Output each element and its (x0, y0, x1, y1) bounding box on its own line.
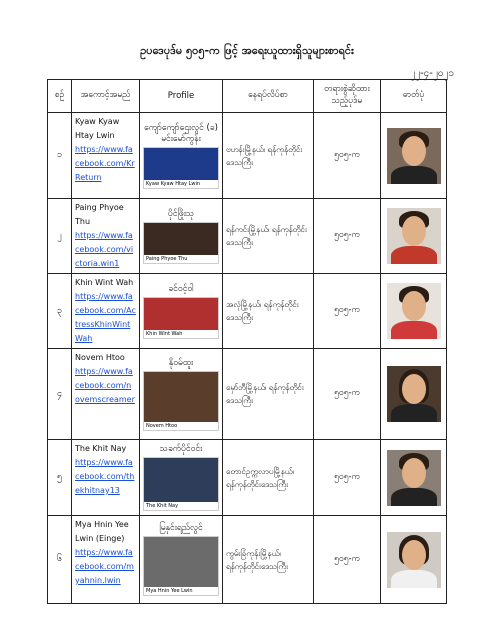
photo-cell (381, 199, 447, 274)
table-row (48, 274, 447, 349)
profile-image (143, 457, 219, 511)
charge-cell: ၅၀၅-က (314, 349, 381, 440)
row-number: ၅ (48, 440, 72, 516)
col-header-profile: Profile (140, 80, 223, 113)
col-header-photo: ဓာတ်ပုံ (381, 80, 447, 113)
profile-name: မြနှင်းရည်လွင် (159, 523, 203, 533)
profile-caption: Mya Hnin Yee Lwin (144, 587, 218, 595)
person-photo (387, 532, 441, 588)
photo-face (402, 291, 426, 321)
photo-body (391, 321, 437, 339)
document-title: ဥပဒေပုဒ်မ ၅ဝ၅-က ဖြင့် အရေးယူထားရှိသူများစာရင်း (140, 44, 354, 57)
row-number: ၂ (48, 199, 72, 274)
col-header-name: အကောင့်အမည် (72, 80, 140, 113)
profile-image (143, 222, 219, 264)
profile-image (143, 536, 219, 596)
account-name: Novem Htoo (75, 353, 125, 362)
account-link[interactable]: https://www.facebook.com/KrReturn (75, 145, 135, 182)
profile-cell (140, 199, 223, 274)
profile-name: နိုဝမ်ထူး (168, 357, 194, 368)
account-cell (72, 349, 140, 440)
address-cell: ကွမ်းခြံကုန်းမြို့နယ်၊ ရန်ကုန်တိုင်းဒေသကြီး (223, 516, 314, 604)
profile-caption: Kyaw Kyaw Htay Lwin (144, 180, 218, 188)
profile-image (143, 297, 219, 339)
account-link[interactable]: https://www.facebook.com/thekhitnay13 (75, 458, 135, 495)
charge-cell: ၅၀၅-က (314, 199, 381, 274)
table-row (48, 199, 447, 274)
table-row (48, 440, 447, 516)
row-number: ၆ (48, 516, 72, 604)
photo-body (391, 570, 437, 588)
table-header-row (48, 80, 447, 113)
photo-cell (381, 274, 447, 349)
person-photo (387, 450, 441, 506)
profile-name: ခင်ဝင့်ဝါ (168, 283, 194, 294)
photo-face (402, 136, 426, 166)
account-cell (72, 274, 140, 349)
account-name: Kyaw Kyaw Htay Lwin (75, 117, 120, 140)
person-photo (387, 366, 441, 422)
account-link[interactable]: https://www.facebook.com/myahnin.lwin (75, 548, 134, 585)
account-name: Mya Hnin Yee Lwin (Einge) (75, 520, 129, 543)
charge-cell: ၅၀၅-က (314, 440, 381, 516)
profile-name: ကျော်ကျော်ဌေးလွင် (ခ) မင်းမော်ကွန်း (144, 122, 218, 144)
profile-cell (140, 349, 223, 440)
person-photo (387, 283, 441, 339)
col-header-address: နေရပ်လိပ်စာ (223, 80, 314, 113)
profile-cell (140, 274, 223, 349)
table-row (48, 349, 447, 440)
account-name: Paing Phyoe Thu (75, 203, 124, 226)
account-cell (72, 440, 140, 516)
profile-cell (140, 113, 223, 199)
profile-name: သခက်ပိုင်ဝင်း (159, 444, 203, 454)
profile-caption: Khin Wint Wah (144, 330, 218, 338)
table-row (48, 516, 447, 604)
document-date: ၂၂-၄-၂၀၂၁ (410, 68, 454, 79)
account-cell (72, 516, 140, 604)
charge-cell: ၅၀၅-က (314, 113, 381, 199)
photo-face (402, 374, 426, 404)
photo-face (402, 458, 426, 488)
photo-cell (381, 113, 447, 199)
profile-cell (140, 516, 223, 604)
profile-image (143, 371, 219, 431)
row-number: ၄ (48, 349, 72, 440)
photo-cell (381, 516, 447, 604)
profile-caption: The Khit Nay (144, 502, 218, 510)
profile-image (143, 147, 219, 189)
account-name: Khin Wint Wah (75, 278, 134, 287)
photo-body (391, 404, 437, 422)
table-row (48, 113, 447, 199)
address-cell: ရန်ကင်းမြို့နယ်၊ ရန်ကုန်တိုင်းဒေသကြီး (223, 199, 314, 274)
photo-body (391, 166, 437, 184)
account-cell (72, 113, 140, 199)
account-name: The Khit Nay (75, 444, 127, 453)
photo-cell (381, 349, 447, 440)
address-cell: တောင်ဥက္ကလာပမြို့နယ်၊ ရန်ကုန်တိုင်းဒေသကြီး (223, 440, 314, 516)
address-cell: ဗဟန်းမြို့နယ်၊ ရန်ကုန်တိုင်းဒေသကြီး (223, 113, 314, 199)
photo-face (402, 216, 426, 246)
profile-name: ပိုင်ဖြိုးသု (167, 208, 195, 219)
charge-cell: ၅၀၅-က (314, 516, 381, 604)
person-photo (387, 208, 441, 264)
col-header-no: စဉ် (48, 80, 72, 113)
row-number: ၁ (48, 113, 72, 199)
charge-cell: ၅၀၅-က (314, 274, 381, 349)
address-cell: မှော်ဘီမြို့နယ်၊ ရန်ကုန်တိုင်းဒေသကြီး (223, 349, 314, 440)
account-link[interactable]: https://www.facebook.com/ActressKhinWintWah (75, 292, 136, 343)
col-header-charge: တရားစွဲဆိုထားသည့်ပုဒ်မ (314, 80, 381, 113)
photo-face (402, 540, 426, 570)
person-photo (387, 128, 441, 184)
account-link[interactable]: https://www.facebook.com/novemscreamer (75, 367, 135, 404)
records-table (47, 79, 447, 604)
profile-caption: Novem Htoo (144, 422, 218, 430)
row-number: ၃ (48, 274, 72, 349)
photo-cell (381, 440, 447, 516)
profile-caption: Paing Phyoe Thu (144, 255, 218, 263)
account-cell (72, 199, 140, 274)
profile-cell (140, 440, 223, 516)
address-cell: အလုံမြို့နယ်၊ ရန်ကုန်တိုင်းဒေသကြီး (223, 274, 314, 349)
photo-body (391, 246, 437, 264)
photo-body (391, 488, 437, 506)
account-link[interactable]: https://www.facebook.com/victoria.win1 (75, 231, 134, 268)
